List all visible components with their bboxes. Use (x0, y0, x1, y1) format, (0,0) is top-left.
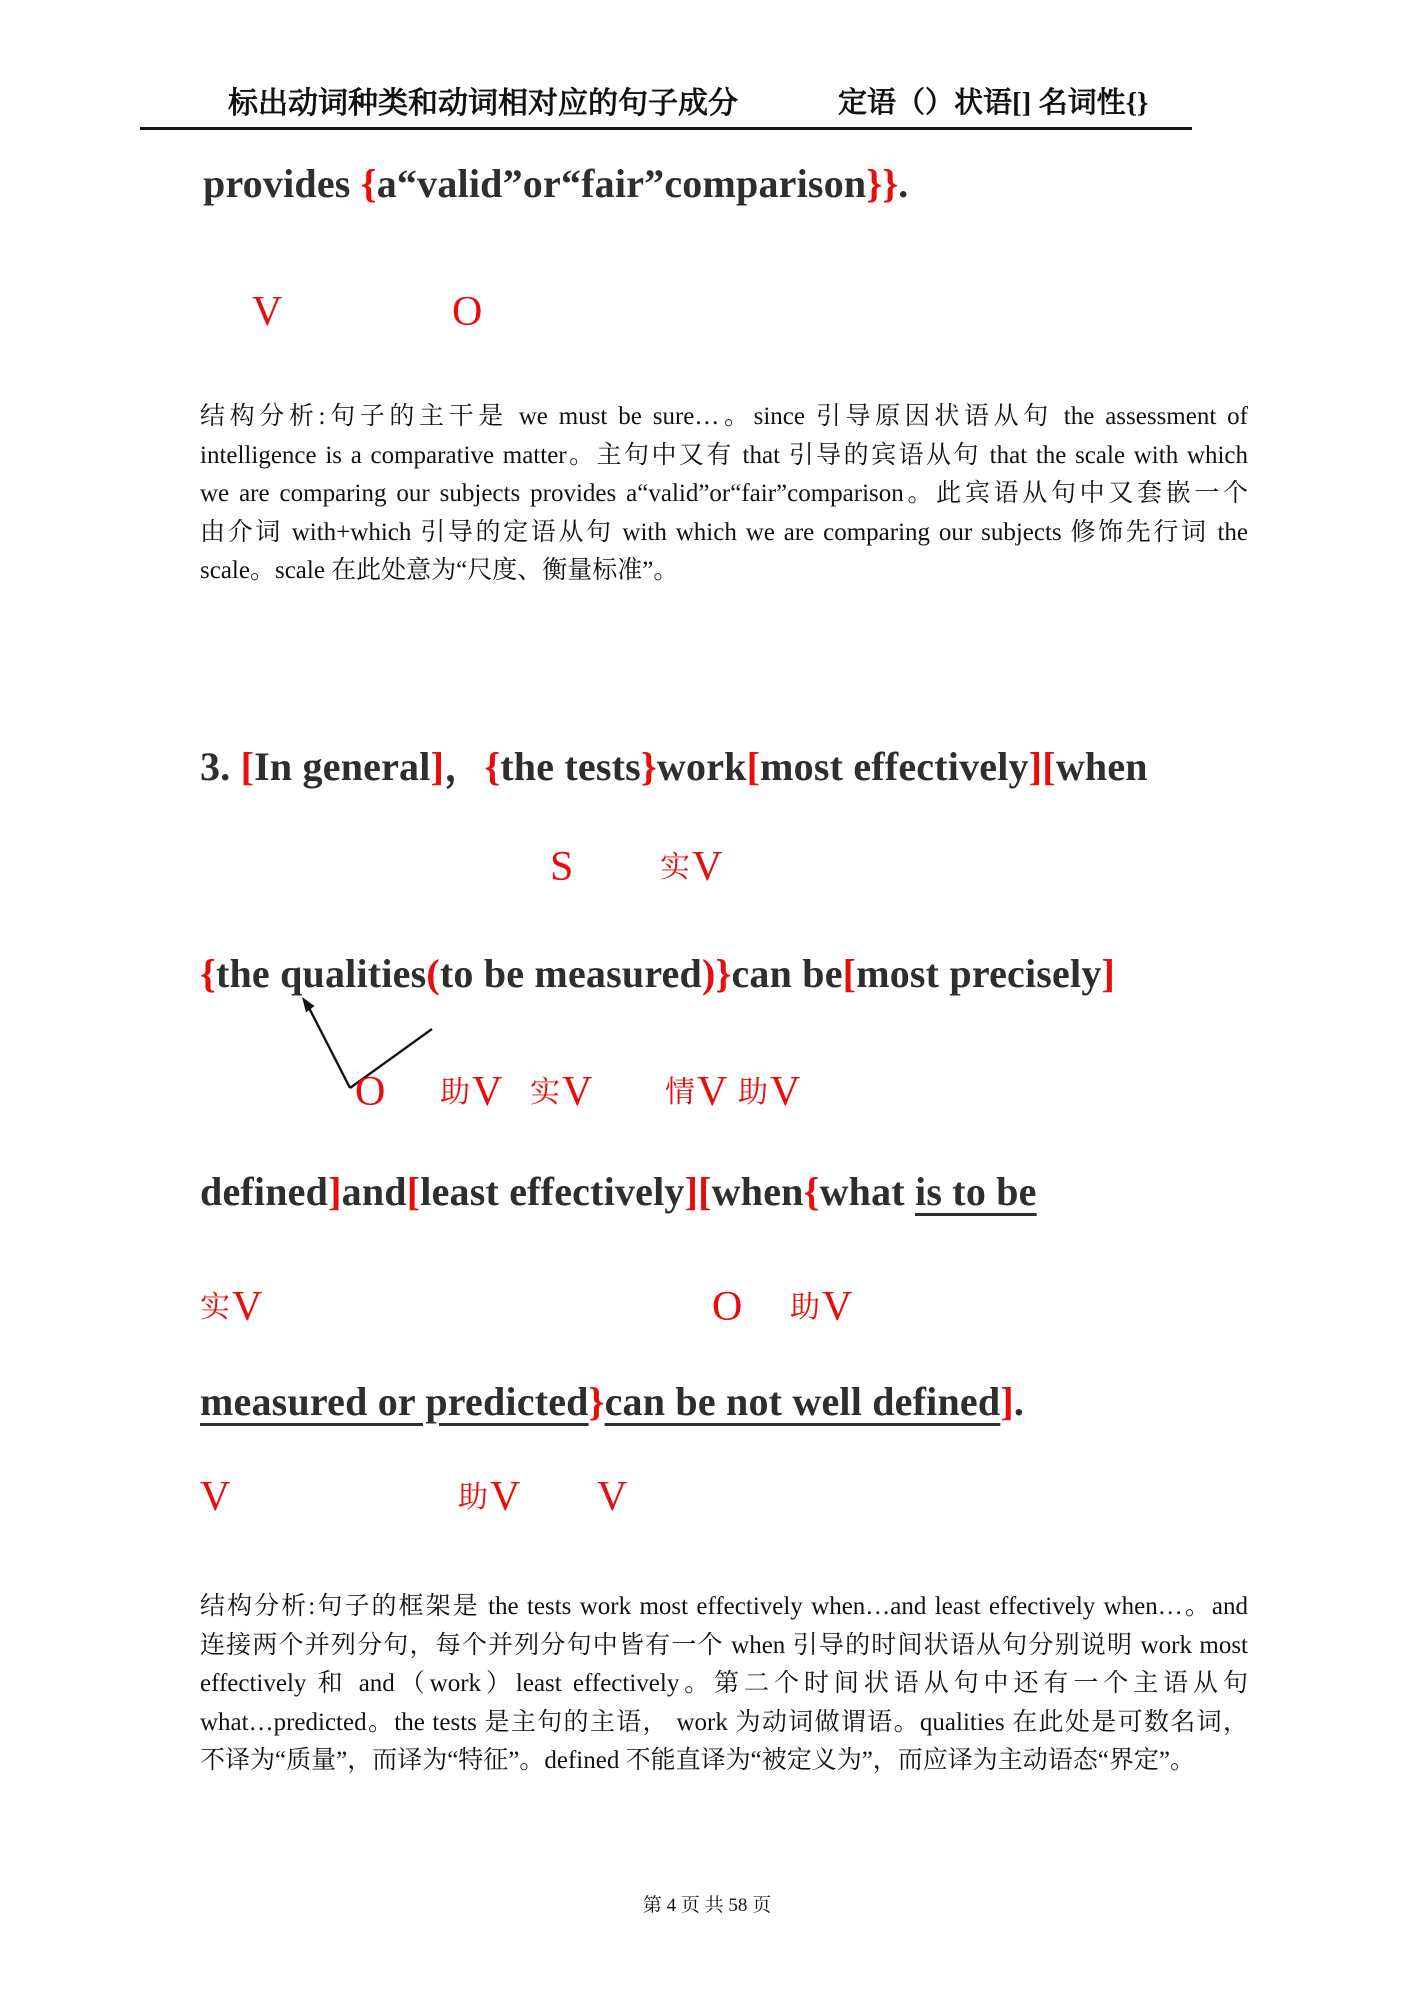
bracket-marker: [ (698, 1169, 712, 1214)
bracket-marker: ] (1028, 744, 1043, 789)
grammar-marker-cjk-prefix: 实 (660, 851, 690, 884)
text-segment: defined (200, 1169, 329, 1214)
header-instruction-text: 标出动词种类和动词相对应的句子成分 (228, 87, 738, 120)
text-segment: work (656, 744, 747, 789)
bracket-marker: { (803, 1169, 820, 1214)
text-segment: most precisely (856, 951, 1102, 996)
grammar-marker: V (252, 289, 283, 335)
grammar-marker-cjk-prefix: 助 (790, 1291, 820, 1324)
sentence2-text-line (203, 160, 909, 207)
analysis-line: we are comparing our subjects provides a“valid”or“fair”comparison。此宾语从句中又套嵌一个 (200, 480, 1248, 507)
bracket-marker: } (588, 1379, 605, 1424)
analysis-line: what…predicted。the tests 是主句的主语， work 为动词做谓语。qualities 在此处是可数名词， (200, 1708, 1248, 1736)
text-segment: is to be (915, 1169, 1037, 1214)
text-segment: can be not well defined (604, 1379, 1001, 1424)
text-segment: In general (254, 744, 431, 789)
sentence3-text-line4 (200, 1378, 1024, 1425)
grammar-marker: V (200, 1474, 231, 1520)
bracket-marker: ] (430, 744, 445, 789)
bracket-marker: { (484, 744, 501, 789)
analysis-line: intelligence is a comparative matter。主句中又有 that 引导的宾语从句 that the scale with which (200, 441, 1248, 469)
grammar-marker: 实V (200, 1284, 263, 1330)
grammar-marker: 情V (665, 1069, 728, 1115)
bracket-marker: } (715, 951, 732, 996)
text-segment: . (898, 161, 909, 206)
grammar-marker-cjk-prefix: 助 (440, 1076, 470, 1109)
sentence3-text-line1 (200, 735, 1148, 792)
sentence3-marker-row2 (0, 1068, 1414, 1128)
text-segment: to be measured (439, 951, 702, 996)
text-segment: . (1013, 1379, 1025, 1424)
text-segment: provides (203, 161, 361, 206)
bracket-marker: ] (1101, 951, 1116, 996)
grammar-marker: 助V (738, 1069, 801, 1115)
bracket-marker: ( (426, 951, 440, 996)
text-segment: least effectively (420, 1169, 685, 1214)
bracket-marker: } (640, 744, 657, 789)
page-number: 第 4 页 共 58 页 (642, 1895, 772, 1916)
grammar-marker-cjk-prefix: 实 (530, 1076, 560, 1109)
sentence3-marker-row3 (0, 1283, 1414, 1343)
bracket-marker: [ (1042, 744, 1056, 789)
bracket-marker: [ (746, 744, 761, 789)
sentence3-marker-row1 (0, 843, 1414, 903)
text-segment: and (341, 1169, 407, 1214)
grammar-marker: S (550, 844, 574, 890)
bracket-marker: [ (842, 951, 857, 996)
grammar-marker: 助V (458, 1474, 521, 1520)
grammar-marker: 实V (530, 1069, 593, 1115)
grammar-marker-cjk-prefix: 实 (200, 1291, 230, 1324)
text-segment: ， (444, 744, 485, 789)
analysis-line: 连接两个并列分句，每个并列分句中皆有一个 when 引导的时间状语从句分别说明 work most (200, 1631, 1248, 1659)
grammar-marker: V (597, 1474, 628, 1520)
grammar-marker-cjk-prefix: 助 (738, 1076, 768, 1109)
sentence2-analysis-paragraph (200, 398, 1248, 591)
bracket-marker: ] (684, 1169, 699, 1214)
analysis-line: 结构分析:句子的主干是 we must be sure…。since 引导原因状语从句 the assessment of (200, 403, 1248, 430)
grammar-marker: 助V (790, 1284, 853, 1330)
bracket-marker: [ (240, 744, 255, 789)
text-segment: can be (731, 951, 843, 996)
bracket-marker: ) (701, 951, 716, 996)
grammar-marker-cjk-prefix: 助 (458, 1481, 488, 1514)
analysis-line: 由介词 with+which 引导的定语从句 with which we are comparing our subjects 修饰先行词 the (200, 518, 1248, 546)
analysis-line: effectively 和 and（work）least effectively。第二个时间状语从句中还有一个主语从句 (200, 1670, 1248, 1697)
bracket-marker: { (360, 161, 377, 206)
grammar-marker-cjk-prefix: 情 (665, 1076, 695, 1109)
bracket-marker: [ (406, 1169, 421, 1214)
text-segment: when (711, 1169, 804, 1214)
bracket-marker: ] (328, 1169, 342, 1214)
grammar-marker: 实V (660, 844, 723, 890)
sentence2-marker-row (0, 288, 1414, 348)
grammar-marker: O (355, 1069, 386, 1115)
sentence3-marker-row4 (0, 1473, 1414, 1533)
text-segment: when (1055, 744, 1148, 789)
header-legend-text: 定语（）状语[] 名词性{} (838, 87, 1149, 119)
text-segment: measured or predicted (200, 1379, 589, 1424)
grammar-marker: O (712, 1284, 743, 1330)
sentence3-analysis-paragraph (200, 1588, 1248, 1781)
analysis-line: scale。scale 在此处意为“尺度、衡量标准”。 (200, 557, 679, 584)
text-segment: the qualities (215, 951, 427, 996)
text-segment: the tests (500, 744, 641, 789)
text-segment: what (819, 1169, 916, 1214)
bracket-marker: { (200, 951, 216, 996)
grammar-marker: 助V (440, 1069, 503, 1115)
analysis-line: 结构分析:句子的框架是 the tests work most effectively when…and least effectively when…。and (200, 1593, 1248, 1620)
text-segment: a“valid”or“fair”comparison (376, 161, 867, 206)
grammar-marker: O (452, 289, 483, 335)
header-divider (140, 127, 1192, 130)
text-segment: most effectively (760, 744, 1029, 789)
analysis-line: 不译为“质量”，而译为“特征”。defined 不能直译为“被定义为”，而应译为主动语态“界定”。 (200, 1747, 1195, 1774)
bracket-marker: ] (1000, 1379, 1014, 1424)
text-segment: 3. (200, 744, 241, 789)
bracket-marker: }} (866, 161, 899, 206)
sentence3-text-line3 (200, 1168, 1037, 1215)
